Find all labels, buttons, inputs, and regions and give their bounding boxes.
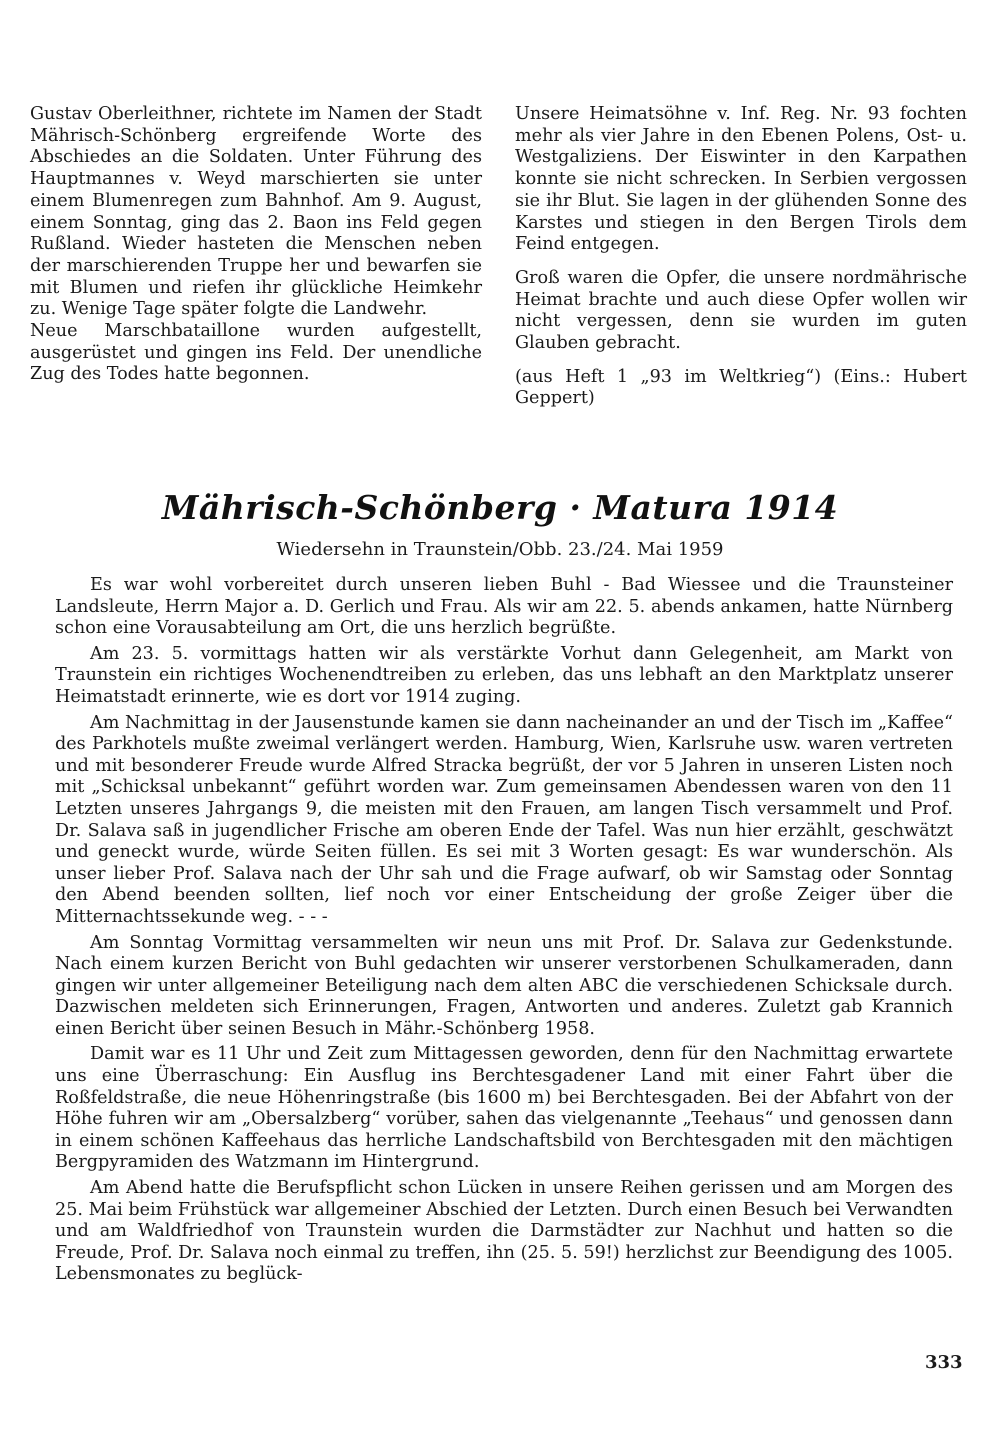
right-column (515, 104, 967, 410)
article-paragraph-5: Damit war es 11 Uhr und Zeit zum Mittagessen geworden, denn für den Nachmittag erwartete uns eine Überraschung: Ein Ausflug ins Berchtesgadener Land mit einer Fahrt über die Roßfeldstraße, die neue Höhenringstraße (bis 1600 m) bei Berchtesgaden. Bei der Abfahrt von der Höhe fuhren wir am „Obersalzberg“ vorüber, sahen das vielgenannte „Teehaus“ und genossen dann in einem schönen Kaffeehaus das herrliche Landschaftsbild von Berchtesgaden mit den mächtigen Bergpyramiden des Watzmann im Hintergrund. (55, 1044, 953, 1173)
article-subtitle: Wiedersehn in Traunstein/Obb. 23./24. Mai 1959 (276, 539, 724, 560)
article-paragraph-2: Am 23. 5. vormittags hatten wir als verstärkte Vorhut dann Gelegenheit, am Markt von Traunstein ein richtiges Wochenendtreiben zu erleben, das uns lebhaft an den Marktplatz unserer Heimatstadt erinnerte, wie es dort vor 1914 zuging. (55, 643, 953, 707)
right-paragraph-1: Unsere Heimatsöhne v. Inf. Reg. Nr. 93 fochten mehr als vier Jahre in den Ebenen Polens, Ost- u. Westgaliziens. Der Eiswinter in den Karpathen konnte sie nicht schrecken. In Serbien vergossen sie ihr Blut. Sie lagen in der glühenden Sonne des Karstes und stiegen in den Bergen Tirols dem Feind entgegen. (515, 104, 967, 255)
article-title: Mährisch-Schönberg · Matura 1914 (161, 488, 839, 527)
page-number: 333 (925, 1352, 963, 1373)
article-paragraph-1: Es war wohl vorbereitet durch unseren lieben Buhl - Bad Wiessee und die Traunsteiner Landsleute, Herrn Major a. D. Gerlich und Frau. Als wir am 22. 5. abends ankamen, hatte Nürnberg schon eine Vorausabteilung am Ort, die uns herzlich begrüßte. (55, 575, 953, 639)
article-paragraph-6: Am Abend hatte die Berufspflicht schon Lücken in unsere Reihen gerissen und am Morgen des 25. Mai beim Frühstück war allgemeiner Abschied der Letzten. Durch einen Besuch bei Verwandten und am Waldfriedhof von Traunstein wurden die Darmstädter zur Nachhut und hatten so die Freude, Prof. Dr. Salava noch einmal zu treffen, ihn (25. 5. 59!) herzlichst zur Beendigung des 1005. Lebensmonates zu beglück- (55, 1178, 953, 1285)
right-paragraph-source: (aus Heft 1 „93 im Weltkrieg“) (Eins.: Hubert Geppert) (515, 366, 967, 409)
right-paragraph-2: Groß waren die Opfer, die unsere nordmährische Heimat brachte und auch diese Opfer wollen wir nicht vergessen, denn sie wurden im guten Glauben gebracht. (515, 267, 967, 354)
left-paragraph-1: Gustav Oberleithner, richtete im Namen der Stadt Mährisch-Schönberg ergreifende Worte des Abschiedes an die Soldaten. Unter Führung des Hauptmannes v. Weyd marschierten sie unter einem Blumenregen zum Bahnhof. Am 9. August, einem Sonntag, ging das 2. Baon ins Feld gegen Rußland. Wieder hasteten die Menschen neben der marschierenden Truppe her und bewarfen sie mit Blumen und riefen ihr glückliche Heimkehr zu. Wenige Tage später folgte die Landwehr. (30, 104, 482, 320)
article-body (55, 575, 953, 1290)
article-paragraph-3: Am Nachmittag in der Jausenstunde kamen sie dann nacheinander an und der Tisch im „Kaffee“ des Parkhotels mußte zweimal verlängert werden. Hamburg, Wien, Karlsruhe usw. waren vertreten und mit besonderer Freude wurde Alfred Stracka begrüßt, der vor 5 Jahren in unseren Listen noch mit „Schicksal unbekannt“ geführt worden war. Zum gemeinsamen Abendessen waren von den 11 Letzten unseres Jahrgangs 9, die meisten mit den Frauen, am langen Tisch versammelt und Prof. Dr. Salava saß in jugendlicher Frische am oberen Ende der Tafel. Was nun hier erzählt, geschwätzt und geneckt wurde, würde Seiten füllen. Es sei mit 3 Worten gesagt: Es war wunderschön. Als unser lieber Prof. Salava nach der Uhr sah und die Frage aufwarf, ob wir Samstag oder Sonntag den Abend beenden sollten, lief noch vor einer Entscheidung der große Zeiger über die Mitternachtssekunde weg. - - - (55, 712, 953, 927)
left-paragraph-2: Neue Marschbataillone wurden aufgestellt, ausgerüstet und gingen ins Feld. Der unendliche Zug des Todes hatte begonnen. (30, 321, 482, 385)
left-column (30, 104, 482, 386)
article-paragraph-4: Am Sonntag Vormittag versammelten wir neun uns mit Prof. Dr. Salava zur Gedenkstunde. Nach einem kurzen Bericht von Buhl gedachten wir unserer verstorbenen Schulkameraden, dann gingen wir unter allgemeiner Beteiligung nach dem alten ABC die verschiedenen Schicksale durch. Dazwischen meldeten sich Erinnerungen, Fragen, Antworten und anderes. Zuletzt gab Krannich einen Bericht über seinen Besuch in Mähr.-Schönberg 1958. (55, 932, 953, 1039)
